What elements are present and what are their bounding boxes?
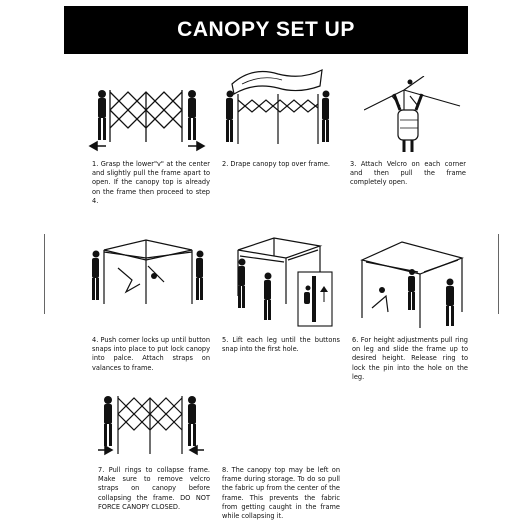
left-margin-mark — [44, 234, 45, 314]
step-6-illustration — [358, 238, 468, 330]
step-4-caption: 4. Push corner locks up until button snaps into place to put lock canopy into palce. Attach straps on valances to frame. — [92, 336, 210, 372]
step-1-caption: 1. Grasp the lower"v" at the center and slightly pull the frame apart to open. If the canopy top is already on the frame then proceed to step 4. — [92, 160, 210, 205]
step-7-caption: 7. Pull rings to collapse frame. Make sure to remove velcro straps on canopy before collapsing the frame. DO NOT FORCE CANOPY CLOSED. — [98, 466, 210, 511]
step-3-caption: 3. Attach Velcro on each corner and then pull the frame completely open. — [350, 160, 466, 187]
header-banner — [64, 6, 468, 54]
step-2-illustration — [222, 64, 334, 150]
step-6-caption: 6. For height adjustments pull ring on leg and slide the frame up to desired height. Release ring to lock the pin into the hole on the leg. — [352, 336, 468, 381]
step-2-caption: 2. Drape canopy top over frame. — [222, 160, 330, 168]
step-3-illustration — [364, 76, 464, 152]
step-1-illustration — [88, 80, 208, 152]
step-5-caption: 5. Lift each leg until the buttons snap into the first hole. — [222, 336, 340, 354]
step-8-caption: 8. The canopy top may be left on frame during storage. To do so pull the fabric up from the center of the frame. This prevents the fabric from getting caught in the frame while collapsing it. — [222, 466, 340, 521]
page-title: CANOPY SET UP — [177, 18, 355, 41]
step-5-illustration — [228, 232, 340, 330]
step-4-illustration — [88, 236, 208, 308]
step-7-illustration — [96, 388, 206, 460]
right-margin-mark — [498, 234, 499, 314]
